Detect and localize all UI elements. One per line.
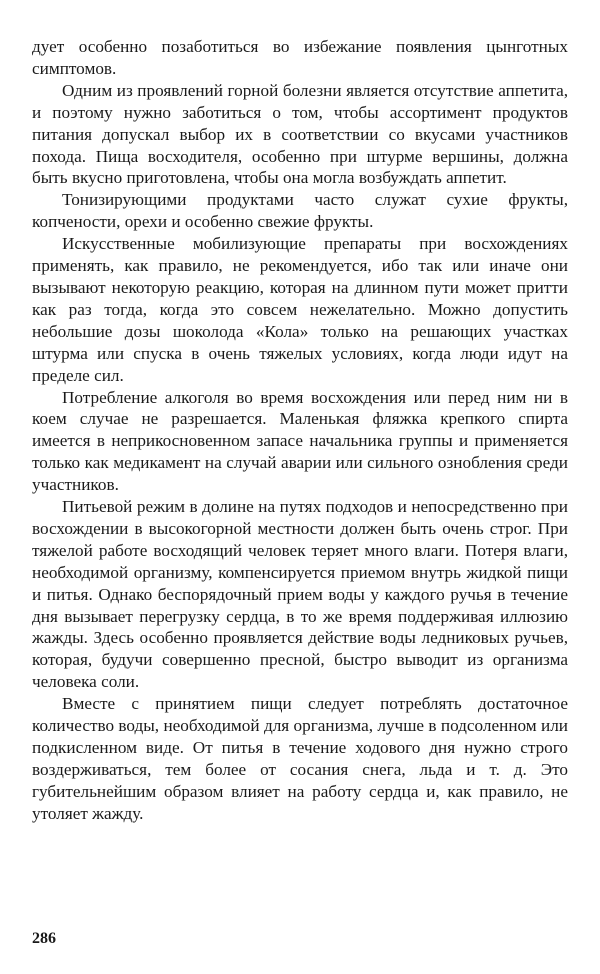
paragraph-7: Вместе с принятием пищи следует потреблять достаточное количество воды, необходимой для организма, лучше в подсоленном или подкисленном виде. От питья в течение ходового дня нужно строго воздерживаться, тем более от сосания снега, льда и т. д. Это губительнейшим образом влияет на работу сердца и, как правило, не утоляет жажду. — [32, 694, 568, 823]
paragraph-2: Одним из проявлений горной болезни является отсутствие аппетита, и поэтому нужно заботиться о том, чтобы ассортимент продуктов питания допускал выбор их в соответствии со вкусами участников похода. Пища восходителя, особенно при штурме вершины, должна быть вкусно приготовлена, чтобы она могла возбуждать аппетит. — [32, 80, 568, 188]
paragraph-3: Тонизирующими продуктами часто служат сухие фрукты, копчености, орехи и особенно свежие фрукты. — [32, 190, 568, 232]
paragraph-4: Искусственные мобилизующие препараты при восхождениях применять, как правило, не рекомендуется, ибо так или иначе они вызывают некоторую реакцию, которая на длинном пути может притти как раз тогда, когда это совсем нежелательно. Можно допустить небольшие дозы шоколода «Кола» только на решающих участках штурма или спуска в очень тяжелых условиях, когда люди идут на пределе сил. — [32, 234, 568, 385]
paragraph-1: дует особенно позаботиться во избежание появления цынготных симптомов. — [32, 37, 568, 78]
page-body — [32, 36, 568, 825]
page-number: 286 — [32, 930, 56, 947]
paragraph-5: Потребление алкоголя во время восхождения или перед ним ни в коем случае не разрешается. Маленькая фляжка крепкого спирта имеется в неприкосновенном запасе начальника группы и применяется только как медикамент на случай аварии или сильного ознобления среди участников. — [32, 387, 568, 495]
paragraph-6: Питьевой режим в долине на путях подходов и непосредственно при восхождении в высокогорной местности должен быть очень строг. При тяжелой работе восходящий человек теряет много влаги. Потеря влаги, необходимой организму, компенсируется приемом внутрь жидкой пищи и питья. Однако беспорядочный прием воды у каждого ручья в течение дня вызывает перегрузку сердца, в то же время поддерживая иллюзию жажды. Здесь особенно проявляется действие воды ледниковых ручьев, которая, будучи совершенно пресной, быстро выводит из организма человека соли. — [32, 497, 568, 692]
